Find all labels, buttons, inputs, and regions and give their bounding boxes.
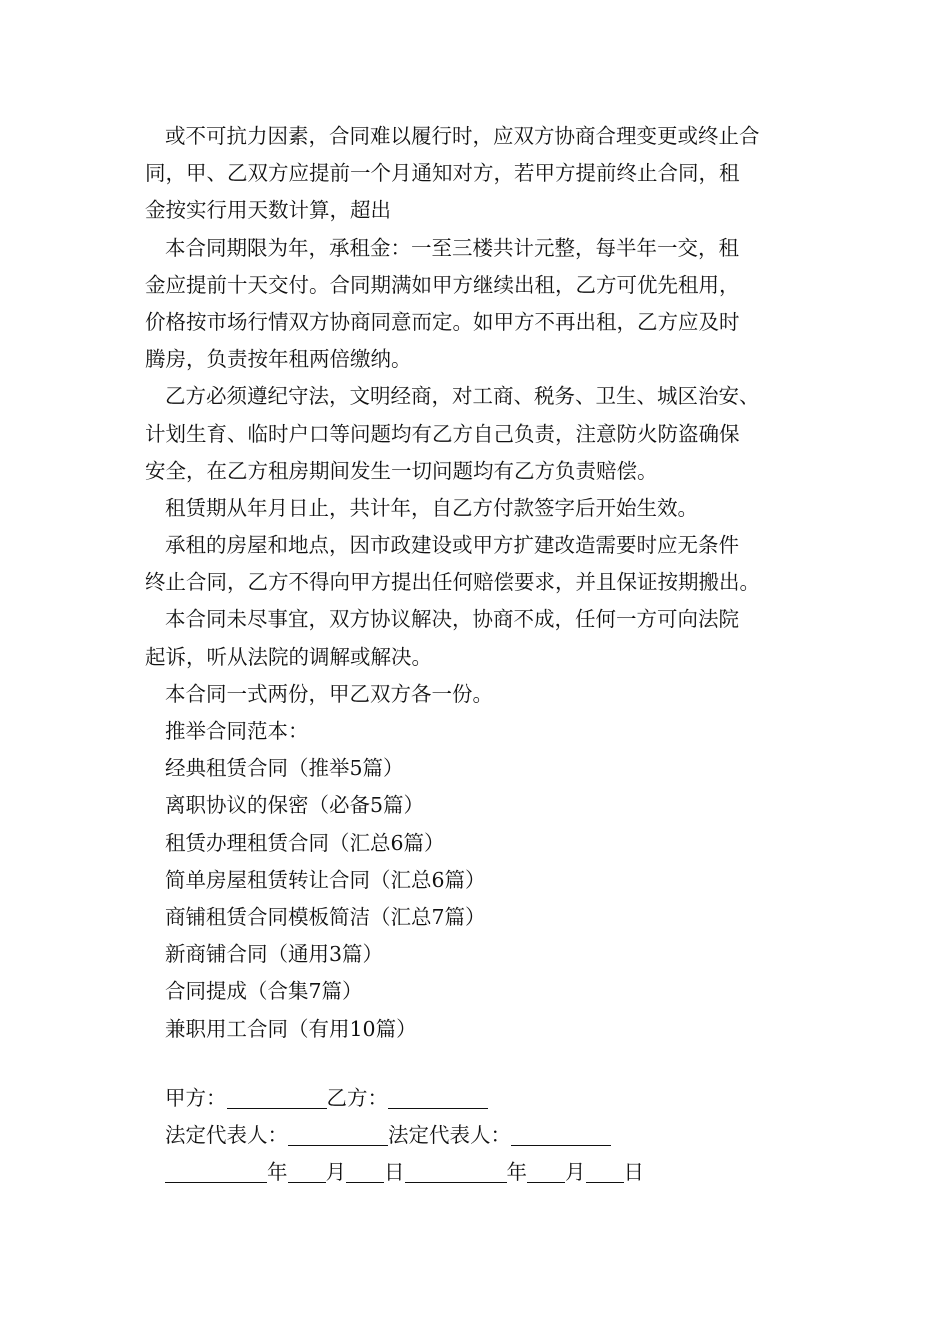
month-b-blank[interactable] [527, 1158, 565, 1183]
paragraph-line: 安全，在乙方租房期间发生一切问题均有乙方负责赔偿。 [145, 458, 658, 483]
paragraph-line: 金应提前十天交付。合同期满如甲方继续出租，乙方可优先租用， [145, 272, 740, 297]
signature-block [165, 1080, 644, 1192]
recommend-item[interactable]: 商铺租赁合同模板简洁（汇总7篇） [165, 904, 486, 929]
year-b-label: 年 [506, 1160, 527, 1185]
paragraph [145, 118, 825, 230]
paragraph [145, 527, 825, 601]
month-a-blank[interactable] [288, 1158, 326, 1183]
paragraph-line: 计划生育、临时户口等问题均有乙方自己负责，注意防火防盗确保 [145, 421, 740, 446]
paragraph-line: 本合同期限为年，承租金：一至三楼共计元整，每半年一交，租 [165, 235, 739, 260]
day-a-label: 日 [384, 1160, 405, 1185]
party-b-label: 乙方： [326, 1086, 388, 1110]
legal-rep-b-label: 法定代表人： [388, 1123, 511, 1148]
paragraph-line: 金按实行用天数计算，超出 [145, 198, 391, 223]
recommend-label: 推举合同范本： [165, 719, 309, 743]
paragraph-line: 或不可抗力因素，合同难以履行时，应双方协商合理变更或终止合 [165, 124, 760, 148]
recommend-item[interactable]: 简单房屋租赁转让合同（汇总6篇） [165, 867, 486, 892]
legal-rep-a-label: 法定代表人： [165, 1123, 288, 1148]
paragraph-line: 同，甲、乙双方应提前一个月通知对方，若甲方提前终止合同，租 [145, 161, 740, 186]
paragraph [145, 490, 825, 527]
day-b-label: 日 [623, 1160, 644, 1185]
party-b-blank[interactable] [388, 1084, 488, 1109]
paragraph-line: 起诉，听从法院的调解或解决。 [145, 644, 432, 669]
year-b-blank[interactable] [405, 1158, 507, 1183]
paragraph-line: 终止合同，乙方不得向甲方提出任何赔偿要求，并且保证按期搬出。 [145, 570, 760, 595]
legal-rep-b-blank[interactable] [511, 1121, 611, 1146]
date-row [165, 1154, 644, 1191]
recommend-item[interactable]: 离职协议的保密（必备5篇） [165, 793, 425, 818]
paragraph-line: 承租的房屋和地点，因市政建设或甲方扩建改造需要时应无条件 [165, 533, 739, 558]
paragraph-line: 乙方必须遵纪守法，文明经商，对工商、税务、卫生、城区治安、 [165, 384, 760, 409]
legal-rep-a-blank[interactable] [288, 1121, 388, 1146]
day-b-blank[interactable] [586, 1158, 624, 1183]
recommend-item[interactable]: 新商铺合同（通用3篇） [165, 942, 384, 967]
month-a-label: 月 [325, 1160, 346, 1185]
paragraph-line: 价格按市场行情双方协商同意而定。如甲方不再出租，乙方应及时 [145, 309, 740, 334]
recommend-list [145, 750, 825, 1048]
recommend-item[interactable]: 经典租赁合同（推举5篇） [165, 756, 404, 781]
paragraph-line: 本合同一式两份，甲乙双方各一份。 [165, 681, 493, 706]
paragraph [145, 378, 825, 490]
contract-body [145, 118, 825, 1048]
party-row [165, 1080, 644, 1117]
recommend-item[interactable]: 兼职用工合同（有用10篇） [165, 1016, 417, 1041]
day-a-blank[interactable] [346, 1158, 384, 1183]
paragraph [145, 676, 825, 713]
paragraph-line: 租赁期从年月日止，共计年，自乙方付款签字后开始生效。 [165, 495, 698, 520]
month-b-label: 月 [565, 1160, 586, 1185]
recommend-item[interactable]: 租赁办理租赁合同（汇总6篇） [165, 830, 445, 855]
party-a-label: 甲方： [165, 1086, 227, 1110]
paragraph [145, 601, 825, 675]
paragraph [145, 230, 825, 379]
paragraph-line: 腾房，负责按年租两倍缴纳。 [145, 347, 412, 372]
paragraph-line: 本合同未尽事宜，双方协议解决，协商不成，任何一方可向法院 [165, 607, 739, 632]
legal-rep-row [165, 1117, 644, 1154]
recommend-item[interactable]: 合同提成（合集7篇） [165, 979, 363, 1004]
paragraph-list [145, 118, 825, 713]
year-a-label: 年 [267, 1160, 288, 1185]
year-a-blank[interactable] [165, 1158, 267, 1183]
party-a-blank[interactable] [227, 1084, 327, 1109]
